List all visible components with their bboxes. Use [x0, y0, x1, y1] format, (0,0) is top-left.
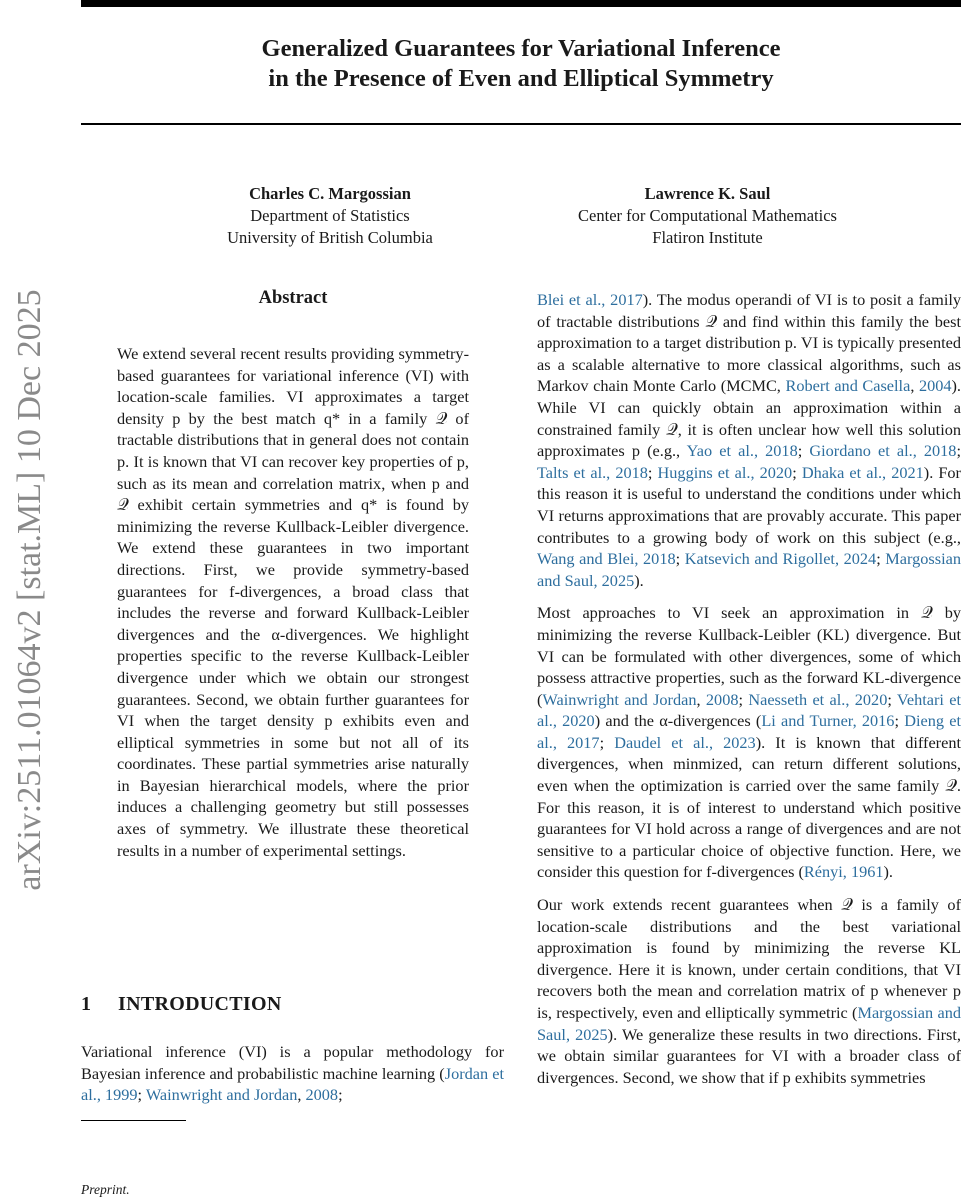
right-column — [537, 289, 961, 1088]
citation-link[interactable]: 2008 — [705, 689, 739, 709]
footnote: Preprint. — [81, 1182, 130, 1197]
title-line-2: in the Presence of Even and Elliptical Symmetry — [268, 65, 774, 92]
arxiv-identifier: arXiv:2511.01064v2 [stat.ML] 10 Dec 2025 — [11, 289, 48, 891]
author-institution: Flatiron Institute — [652, 228, 763, 247]
abstract-body — [117, 343, 469, 861]
section-heading — [81, 993, 282, 1016]
paragraph: Our work extends recent guarantees when 𝒬 is a family of location-scale distributions and the best variational approximation is found by minimizing the reverse KL divergence. Here it is known, under certain conditions, that VI recovers both the mean and correlation matrix of p whenever p is, respectively, even and elliptically symmetric (Margossian and Saul, 2025). We generalize these results in two directions. First, we obtain similar guarantees for VI with a broader class of divergences. Second, we show that if p exhibits symmetries — [537, 895, 961, 1087]
section-title: INTRODUCTION — [118, 993, 282, 1015]
citation-link[interactable]: Margossian and Saul, 2025 — [537, 549, 961, 590]
citation-link[interactable]: Daudel et al., 2023 — [614, 732, 756, 752]
citation-link[interactable]: Wainwright and Jordan — [542, 689, 697, 709]
citation-link[interactable]: Robert and Casella — [785, 376, 911, 396]
citation-link[interactable]: Katsevich and Rigollet, 2024 — [684, 549, 877, 569]
top-rule — [81, 0, 961, 7]
author-block-1 — [180, 183, 480, 249]
citation-link[interactable]: Yao et al., 2018 — [686, 441, 798, 461]
footnote-rule — [81, 1120, 186, 1121]
paragraph: Most approaches to VI seek an approximation in 𝒬 by minimizing the reverse Kullback-Leibler (KL) divergence. But VI can be formulated with other divergences, some of which possess attractive properties, such as the forward KL-divergence (Wainwright and Jordan, 2008; Naesseth et al., 2020; Vehtari et al., 2020) and the α-divergences (Li and Turner, 2016; Dieng et al., 2017; Daudel et al., 2023). It is known that different divergences, when minmized, can return different solutions, even when the optimization is carried over the same family 𝒬. For this reason, it is of interest to understand which positive guarantees for VI hold across a range of divergences and are not sensitive to a particular choice of objective function. Here, we consider this question for f-divergences (Rényi, 1961). — [537, 603, 961, 882]
citation-link[interactable]: Rényi, 1961 — [803, 862, 884, 882]
author-name: Charles C. Margossian — [249, 184, 411, 203]
citation-link[interactable]: Talts et al., 2018 — [537, 462, 648, 482]
citation-link[interactable]: Dhaka et al., 2021 — [801, 462, 924, 482]
author-name: Lawrence K. Saul — [644, 184, 771, 203]
intro-paragraph — [81, 1041, 504, 1106]
paper-title — [81, 34, 961, 94]
citation-link[interactable]: Jordan et al., 1999 — [81, 1063, 505, 1105]
citation-link[interactable]: Giordano et al., 2018 — [809, 441, 957, 461]
abstract-text: We extend several recent results providing symmetry-based guarantees for variational inference (VI) with location-scale families. VI approximates a target density p by the best match q* in a family 𝒬 of tractable distributions that in general does not contain p. It is known that VI can recover key properties of p, such as its mean and correlation matrix, when p and 𝒬 exhibit certain symmetries and q* is found by minimizing the reverse Kullback-Leibler divergence. We extend these guarantees in two important directions. First, we provide symmetry-based guarantees for f-divergences, a broad class that includes the reverse and forward Kullback-Leibler divergences and the α-divergences. We highlight properties specific to the reverse Kullback-Leibler divergence under which we obtain our strongest guarantees. Second, we obtain further guarantees for VI when the target density p exhibits even and elliptical symmetries in some but not all of its coordinates. These partial symmetries arise naturally in Bayesian hierarchical models, where the prior induces a challenging geometry but still possesses axes of symmetry. We illustrate these theoretical results in a number of experimental settings. — [117, 344, 469, 860]
title-line-1: Generalized Guarantees for Variational Inference — [261, 35, 781, 62]
title-rule — [81, 123, 961, 125]
citation-link[interactable]: Dieng et al., 2017 — [537, 711, 961, 752]
arxiv-side-stamp — [0, 0, 60, 1200]
citation-link[interactable]: Wang and Blei, 2018 — [537, 549, 676, 569]
citation-link[interactable]: Huggins et al., 2020 — [657, 462, 793, 482]
citation-link[interactable]: Naesseth et al., 2020 — [748, 689, 888, 709]
abstract-heading: Abstract — [258, 288, 328, 308]
citation-link[interactable]: Li and Turner, 2016 — [761, 711, 895, 731]
citation-link[interactable]: Wainwright and Jordan — [145, 1085, 298, 1105]
author-block-2 — [540, 183, 875, 249]
intro-text: Variational inference (VI) is a popular methodology for Bayesian inference and probabilistic machine learning (Jordan et al., 1999; Wainwright and Jordan, 2008; — [81, 1042, 505, 1105]
citation-link[interactable]: Blei et al., 2017 — [537, 290, 643, 309]
author-department: Department of Statistics — [250, 206, 410, 225]
citation-link[interactable]: Margossian and Saul, 2025 — [537, 1003, 961, 1044]
author-institution: University of British Columbia — [227, 228, 433, 247]
paragraph: Blei et al., 2017). The modus operandi of VI is to posit a family of tractable distributions 𝒬 and find within this family the best approximation to a target distribution p. VI is typically presented as a scalable alternative to more classical algorithms, such as Markov chain Monte Carlo (MCMC, Robert and Casella, 2004). While VI can quickly obtain an approximation within a constrained family 𝒬, it is often unclear how well this solution approximates p (e.g., Yao et al., 2018; Giordano et al., 2018; Talts et al., 2018; Huggins et al., 2020; Dhaka et al., 2021). For this reason it is useful to understand the conditions under which VI returns approximations that are provably accurate. This paper contributes to a growing body of work on this subject (e.g., Wang and Blei, 2018; Katsevich and Rigollet, 2024; Margossian and Saul, 2025). — [537, 290, 961, 590]
author-department: Center for Computational Mathematics — [578, 206, 837, 225]
citation-link[interactable]: 2004 — [918, 376, 952, 396]
citation-link[interactable]: 2008 — [305, 1085, 339, 1105]
citation-link[interactable]: Vehtari et al., 2020 — [537, 689, 961, 731]
section-number: 1 — [81, 993, 92, 1015]
